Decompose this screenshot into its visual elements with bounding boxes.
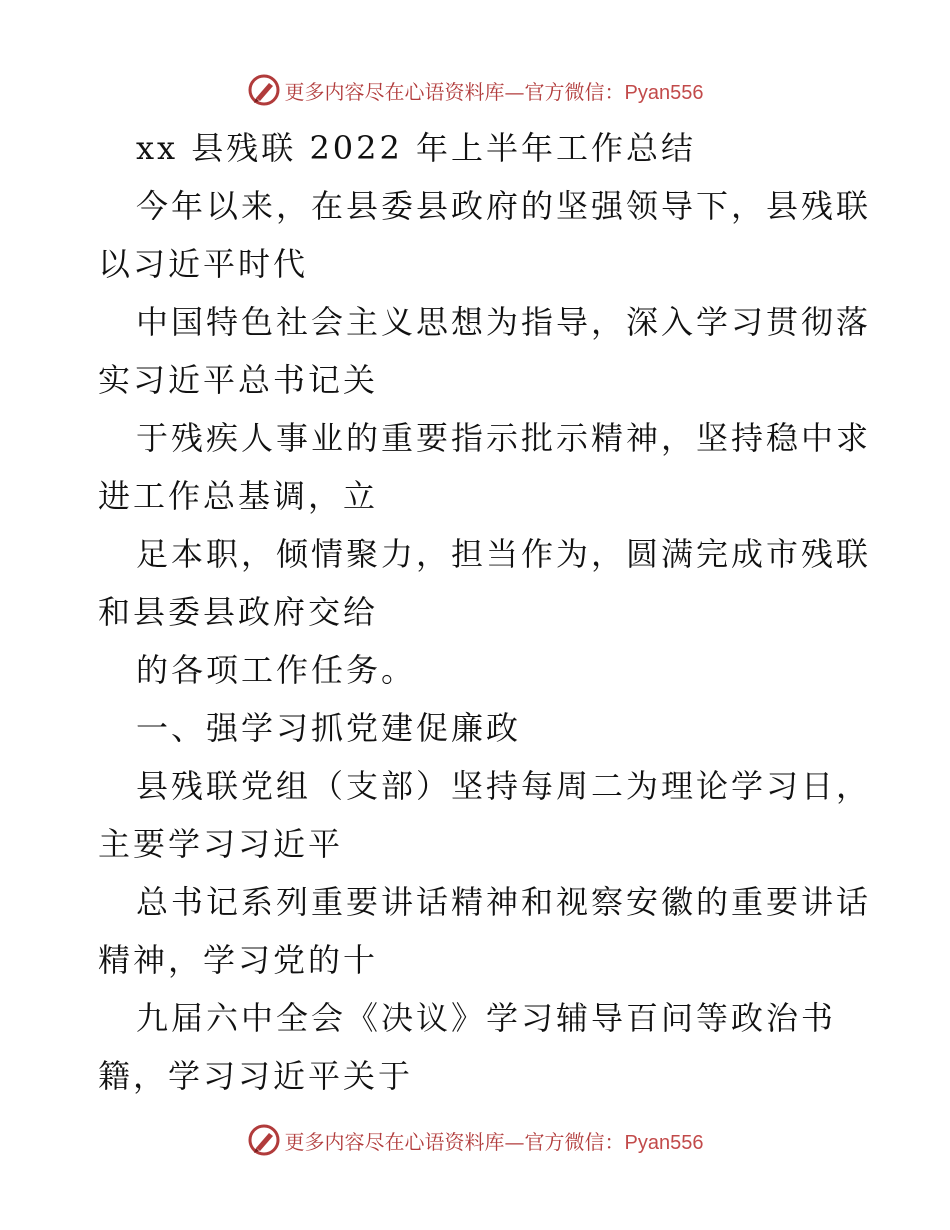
paragraph-line: 总书记系列重要讲话精神和视察安徽的重要讲话	[136, 883, 872, 921]
paragraph-line: 精神，学习党的十	[98, 941, 379, 979]
paragraph-line: 九届六中全会《决议》学习辅导百问等政治书	[136, 999, 837, 1037]
header-watermark	[0, 70, 950, 110]
pen-logo-icon	[247, 1123, 281, 1157]
paragraph-line: 县残联党组（支部）坚持每周二为理论学习日，	[136, 767, 872, 805]
watermark-text: 更多内容尽在心语资料库—官方微信：	[284, 79, 625, 104]
watermark-wechat-id: Pyan556	[624, 1131, 704, 1154]
paragraph-line: 主要学习习近平	[98, 825, 344, 863]
paragraph-line: 的各项工作任务。	[136, 651, 417, 689]
paragraph-line: 实习近平总书记关	[98, 361, 379, 399]
paragraph-line: 今年以来，在县委县政府的坚强领导下，县残联	[136, 187, 872, 225]
pen-logo-icon	[247, 73, 281, 107]
paragraph-line: 籍，学习习近平关于	[98, 1057, 414, 1095]
watermark-wechat-id: Pyan556	[624, 81, 704, 104]
paragraph-line: 进工作总基调，立	[98, 477, 379, 515]
section-heading: 一、强学习抓党建促廉政	[136, 709, 522, 747]
paragraph-line: 于残疾人事业的重要指示批示精神，坚持稳中求	[136, 419, 872, 457]
watermark-text: 更多内容尽在心语资料库—官方微信：	[284, 1129, 625, 1154]
paragraph-line: 以习近平时代	[98, 245, 309, 283]
document-title: xx 县残联 2022 年上半年工作总结	[136, 129, 697, 167]
paragraph-line: 足本职，倾情聚力，担当作为，圆满完成市残联	[136, 535, 872, 573]
paragraph-line: 和县委县政府交给	[98, 593, 379, 631]
paragraph-line: 中国特色社会主义思想为指导，深入学习贯彻落	[136, 303, 872, 341]
footer-watermark	[0, 1120, 950, 1160]
